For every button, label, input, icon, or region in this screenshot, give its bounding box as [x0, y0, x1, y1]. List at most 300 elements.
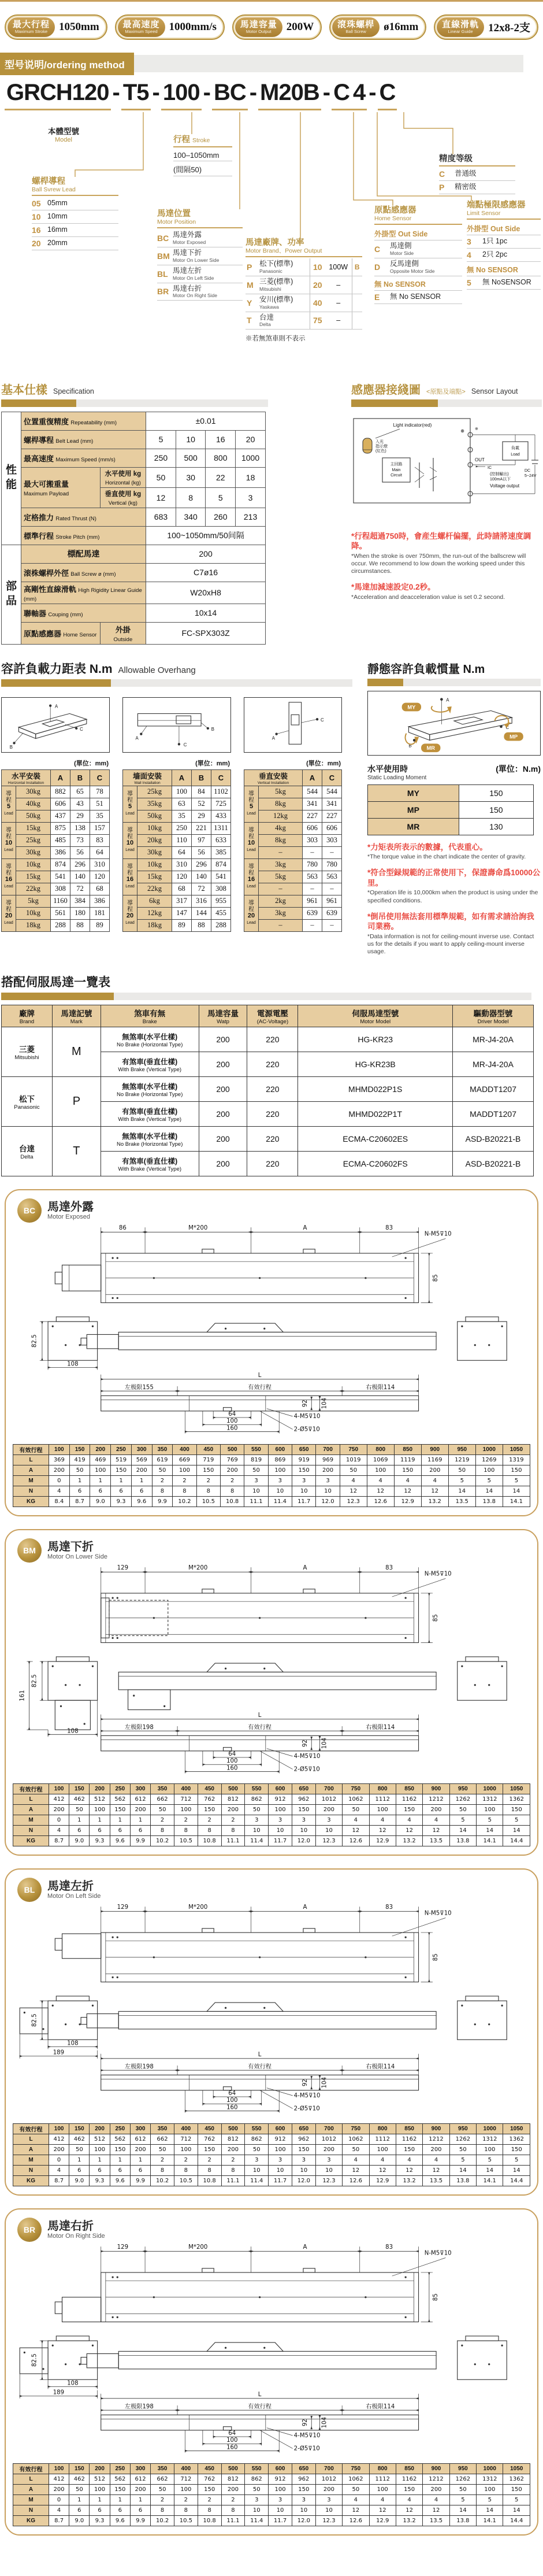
circle-el — [461, 1665, 463, 1667]
span-el: ø16mm — [384, 20, 419, 33]
td-el: 200 — [315, 2484, 342, 2494]
tr-el — [244, 919, 342, 931]
circle-el — [117, 1597, 118, 1598]
td-el: 15kg — [137, 871, 172, 883]
td-el: 200 — [199, 1102, 247, 1127]
td-el: 14 — [449, 2166, 476, 2176]
td-el: 12.6 — [343, 2176, 369, 2186]
td-el: 50 — [151, 2145, 174, 2155]
td-el: 14 — [503, 2505, 530, 2515]
spec-title: 基本仕樣 — [1, 383, 47, 397]
span-el: Panasonic — [259, 268, 282, 275]
th-el: 750 — [343, 2124, 369, 2134]
td-el: 462 — [69, 1794, 90, 1805]
td-el: 10 — [292, 1826, 315, 1836]
td-el: 662 — [151, 2134, 174, 2145]
td-el: 340 — [176, 508, 206, 526]
span-el: 1000mm/s — [169, 20, 217, 33]
tr-el — [2, 1027, 534, 1052]
td-el: 40kg — [16, 798, 51, 810]
span-el — [47, 1541, 107, 1560]
th-el: L — [13, 1454, 49, 1465]
td-el: 13.2 — [396, 2176, 422, 2186]
tr-el — [368, 784, 534, 801]
text-el: 92 — [302, 2419, 309, 2427]
td-el: 1 — [90, 1815, 110, 1826]
text-el: 86 — [118, 1225, 127, 1232]
td-el: 200 — [423, 2484, 449, 2494]
td-el: 8kg — [259, 834, 303, 846]
td-el: 969 — [316, 1454, 340, 1465]
span-el: 無煞車(水平仕樣) — [122, 1082, 178, 1091]
moment-title: 靜態容許負載慣量 N.m — [367, 662, 485, 676]
td-el: 1311 — [211, 822, 231, 834]
tr-el — [2, 545, 266, 563]
circle-el — [405, 1297, 407, 1299]
th-el: N — [13, 2505, 49, 2515]
span-el: 有煞車(垂直仕樣) — [122, 1107, 178, 1116]
td-el: 10.5 — [196, 1496, 220, 1507]
line-el — [260, 2430, 293, 2449]
legend-item — [157, 247, 243, 265]
td-el: 2 — [221, 2494, 245, 2505]
td-el: 4 — [396, 1815, 422, 1826]
td-el: 50kg — [16, 810, 51, 822]
circle-el — [488, 1684, 490, 1686]
td-el: 200 — [421, 1465, 448, 1475]
span-el: 有煞車(垂直仕樣) — [122, 1157, 178, 1165]
span-el: 高剛性直線滑軌 — [24, 584, 77, 594]
legend-item — [32, 237, 118, 250]
td-el: 3 — [269, 2494, 292, 2505]
b-el: 20 — [5, 912, 13, 920]
td-el: 65 — [70, 786, 90, 798]
td-el: 157 — [90, 822, 110, 834]
tr-el — [13, 2505, 530, 2515]
td-el: 16 — [206, 430, 236, 449]
td-el: 50 — [343, 2145, 369, 2155]
sensor-tag: <原點及端點> — [426, 388, 466, 395]
td-el — [100, 467, 146, 487]
td-el: 150 — [198, 1805, 221, 1815]
td-el: 10 — [315, 2166, 342, 2176]
td-el: 100 — [90, 2484, 110, 2494]
td-el: 3 — [292, 2155, 315, 2166]
td-el: 5 — [475, 1475, 503, 1486]
th-el: A — [13, 1805, 49, 1815]
legend-item — [439, 181, 515, 194]
td-el: 12 — [421, 1486, 448, 1496]
text-el: A — [303, 1904, 307, 1911]
span-el — [47, 213, 68, 221]
rect-el — [224, 1408, 232, 1411]
tbody-el — [246, 258, 362, 330]
tr-el — [244, 798, 342, 810]
td-el: 369 — [49, 1454, 70, 1465]
td-el: 8.7 — [49, 1836, 69, 1846]
text-el: 100 — [226, 1757, 238, 1764]
td-el: 4 — [49, 2505, 69, 2515]
th-el — [123, 769, 172, 786]
home-sensor-title — [374, 206, 462, 225]
td-el — [21, 526, 146, 545]
polygon-el — [42, 720, 64, 727]
text-el: A — [303, 1565, 307, 1572]
polygon-el — [18, 713, 87, 734]
td-el: 10 — [292, 2505, 315, 2515]
text-el: 85 — [433, 2293, 440, 2301]
legend-item — [157, 283, 243, 301]
td-el: 50 — [449, 1805, 476, 1815]
td-el: 50 — [146, 467, 176, 487]
td-el: 150 — [110, 2145, 130, 2155]
rect-el — [101, 1735, 419, 1750]
line-el — [267, 2428, 293, 2436]
span-el: - — [369, 79, 376, 105]
span-el — [8, 17, 55, 37]
td-el: 9.6 — [110, 2515, 130, 2526]
tr-el — [244, 822, 342, 834]
overhang-section — [1, 660, 352, 956]
span-el: 原點感應器 — [374, 205, 416, 215]
span-el: 馬達外露 — [173, 231, 202, 239]
div-el: *When the stroke is over 750mm, the run-out of the ballscrew will occur. We recommend to low down the working speed under this circumstances. — [351, 552, 526, 575]
unit-label: (單位：mm) — [306, 760, 341, 767]
line-el — [14, 732, 24, 743]
td-el: 1312 — [477, 2134, 503, 2145]
td-el: 220 — [247, 1127, 298, 1152]
td-el: 800 — [206, 449, 236, 467]
model-code — [5, 80, 397, 110]
section-bar — [1, 679, 352, 687]
td-el: B — [352, 258, 362, 276]
td-el — [352, 294, 362, 312]
th-el: 1000 — [477, 2463, 503, 2474]
td-el: 4kg — [259, 822, 303, 834]
td-el: 544 — [303, 786, 322, 798]
polygon-el — [408, 710, 512, 734]
span-el: 05 — [32, 199, 41, 209]
td-el: 9.6 — [110, 2176, 130, 2186]
td-el: 100 — [269, 1805, 292, 1815]
span-el: 台達 — [259, 313, 274, 321]
text-el: A — [303, 2244, 307, 2251]
tr-el — [123, 883, 231, 895]
td-el: 769 — [221, 1454, 244, 1465]
td-el — [21, 622, 101, 644]
span-el: 馬達下折 — [173, 249, 202, 257]
td-el: 5 — [206, 487, 236, 508]
tr-el — [244, 895, 342, 907]
servo-section — [0, 973, 543, 1176]
circle-el — [263, 1328, 265, 1330]
td-el: 150 — [111, 1465, 132, 1475]
rect-el — [118, 1672, 436, 1690]
td-el: 50 — [244, 1465, 268, 1475]
td-el — [101, 1052, 199, 1077]
div-el — [1, 380, 268, 397]
td-el: 6 — [110, 2166, 130, 2176]
circle-el — [474, 2024, 476, 2026]
span-el: C — [439, 169, 445, 179]
td-el — [2, 1077, 53, 1127]
td-el: 12 — [343, 2505, 369, 2515]
tr-el — [123, 822, 231, 834]
div-el: *Acceleration and deacceleration value is set 0.2 second. — [351, 593, 505, 601]
tr-el — [13, 1784, 530, 1794]
circle-el — [92, 2005, 94, 2007]
rect-el — [48, 2341, 98, 2379]
th-el: 150 — [69, 1444, 90, 1454]
td-el: MP — [368, 801, 459, 818]
text-el: 92 — [302, 1400, 309, 1408]
text-el: C — [505, 724, 509, 730]
tr-el — [244, 786, 342, 798]
td-el: 200 — [199, 1077, 247, 1102]
text-el: 108 — [67, 1728, 79, 1735]
text-el: 92 — [302, 1739, 309, 1747]
td-el: 462 — [69, 2134, 90, 2145]
text-el: Main — [392, 468, 401, 472]
span-el: 馬達側 — [390, 242, 412, 250]
td-el: 9.9 — [130, 2515, 150, 2526]
td-el: 150 — [459, 801, 533, 818]
div-el: *Operation life is 10,000km when the product is using under the specified conditions. — [367, 889, 538, 904]
span-el: Lead — [4, 920, 13, 925]
td-el: 40 — [310, 294, 325, 312]
rect-el — [303, 2268, 315, 2272]
td-el: 63 — [172, 798, 192, 810]
home-outside-label: 外掛型 Out Side — [374, 226, 462, 240]
td-el: 12.0 — [292, 2176, 315, 2186]
td-el: 500 — [176, 449, 206, 467]
rect-el — [56, 1657, 89, 1661]
td-el: 9.0 — [69, 2515, 90, 2526]
th-el: 800 — [367, 1444, 394, 1454]
td-el: 12.9 — [394, 1496, 421, 1507]
td-el: 612 — [130, 2474, 150, 2484]
td-el: 1 — [69, 1815, 90, 1826]
td-el: 812 — [221, 2134, 245, 2145]
text-el: 83 — [385, 1225, 393, 1232]
td-el: 1062 — [343, 2474, 369, 2484]
legend-item — [157, 230, 243, 247]
td-el: 3 — [292, 1475, 316, 1486]
td-el: 200 — [199, 1052, 247, 1077]
td-el: 35 — [90, 810, 110, 822]
text-el: Circuit — [390, 473, 402, 478]
td-el: 2kg — [259, 895, 303, 907]
text-el: 64 — [228, 1411, 236, 1418]
text-el: C — [183, 742, 187, 747]
span-el: BM — [157, 251, 170, 261]
span-el — [47, 226, 68, 234]
circle-el — [52, 1326, 54, 1327]
td-el: 8.7 — [49, 2176, 69, 2186]
span-el: 原點感應器 — [24, 629, 62, 638]
td-el: 147 — [172, 907, 192, 919]
th-el: 300 — [130, 1784, 150, 1794]
td-el: 1319 — [503, 1454, 530, 1465]
td-el: 11.4 — [268, 1496, 292, 1507]
legend-item — [374, 258, 462, 276]
text-el: B — [408, 742, 412, 748]
span-el: BL — [157, 269, 168, 279]
td-el: 5kg — [259, 871, 303, 883]
span-el: Lead — [4, 847, 13, 852]
td-el: 12kg — [137, 907, 172, 919]
span-el: 無 No SENSOR — [390, 292, 441, 301]
span-el: 驅動器型號 — [473, 1009, 513, 1019]
div-el — [351, 399, 438, 407]
td-el: 612 — [130, 1794, 150, 1805]
circle-el — [111, 1597, 113, 1598]
circle-el — [24, 2352, 25, 2353]
text-el: OUT — [475, 457, 485, 462]
rect-el — [303, 1929, 315, 1933]
text-el: L — [258, 2052, 262, 2059]
b-el: 16 — [126, 876, 134, 883]
span-el: Repeatability (mm) — [70, 419, 117, 426]
card-title-en: Motor On Right Side — [47, 2233, 105, 2240]
td-el: 4 — [423, 1815, 449, 1826]
div-el — [374, 240, 462, 276]
circle-el — [117, 1637, 118, 1638]
circle-el — [365, 1277, 366, 1279]
div-el — [1, 993, 114, 1000]
home-sensor-block — [374, 206, 462, 304]
td-el: 3 — [268, 1475, 292, 1486]
text-el: A — [135, 735, 139, 741]
text-el: N-M5⊽10 — [424, 1910, 452, 1917]
td-el: 882 — [51, 786, 70, 798]
unit-label: (單位：mm) — [74, 760, 109, 767]
td-el: 5 — [449, 2155, 476, 2166]
span-el: Motor Brand、Power Output — [246, 247, 322, 255]
td-el: FC-SPX303Z — [146, 622, 266, 644]
tr-el — [2, 786, 110, 798]
th-el: 850 — [394, 1444, 421, 1454]
circle-el — [405, 1977, 407, 1978]
td-el: MY — [368, 784, 459, 801]
th-el: A — [303, 769, 322, 786]
span-el: Limit Sensor — [467, 210, 501, 217]
td-el: 13.5 — [448, 1496, 475, 1507]
td-el: 20kg — [137, 834, 172, 846]
td-el: 0 — [49, 1815, 69, 1826]
th-el: KG — [13, 2515, 49, 2526]
circle-el — [365, 2296, 366, 2298]
th-el: 550 — [245, 1784, 269, 1794]
td-el: 200 — [130, 1805, 150, 1815]
circle-el — [500, 725, 503, 728]
circle-el — [111, 1977, 113, 1978]
td-el: 11.7 — [269, 2515, 292, 2526]
span-el: C — [332, 80, 351, 110]
td-el: Y — [246, 294, 258, 312]
td-el: 0 — [49, 2494, 69, 2505]
td-el: 6 — [69, 1486, 90, 1496]
circle-el — [405, 1637, 407, 1638]
text-el: 104 — [321, 2417, 328, 2429]
rect-el — [289, 702, 302, 743]
td-el: 5 — [503, 1475, 530, 1486]
span-el — [332, 17, 380, 37]
card-title-en: Motor On Lower Side — [47, 1553, 107, 1560]
td-el: 512 — [90, 2474, 110, 2484]
td-el — [101, 1127, 199, 1152]
td-el: 1 — [111, 1475, 132, 1486]
circle-el — [117, 2316, 118, 2318]
circle-el — [263, 2347, 265, 2349]
td-el: 6 — [130, 2166, 150, 2176]
span-el: Motor Model — [360, 1019, 391, 1026]
sensor-title-en: Sensor Layout — [471, 387, 518, 395]
div-el — [76, 399, 268, 407]
td-el: 10.5 — [174, 2176, 198, 2186]
wall-overhang-table — [122, 769, 231, 932]
span-el: 最大可搬重量 — [24, 479, 69, 488]
td-el: 5 — [477, 2155, 503, 2166]
th-el: 300 — [131, 1444, 152, 1454]
td-el: 1312 — [477, 2474, 503, 2484]
td-el: 12.3 — [315, 2176, 342, 2186]
td-el: 14.1 — [477, 2515, 503, 2526]
td-el: 288 — [211, 919, 231, 931]
td-el: 462 — [69, 2474, 90, 2484]
text-el: 85 — [433, 1614, 440, 1622]
td-el: 725 — [211, 798, 231, 810]
td-el: 50 — [151, 1805, 174, 1815]
td-el: 5 — [503, 2155, 530, 2166]
span-el: 12x8-2支 — [488, 22, 530, 35]
path-el — [432, 706, 449, 712]
td-el: 9.3 — [90, 2176, 110, 2186]
td-el: 50 — [69, 2484, 90, 2494]
td-el: 3kg — [259, 907, 303, 919]
span-el: With Brake (Vertical Type) — [118, 1066, 182, 1073]
circle-el — [365, 1957, 366, 1959]
td-el: 3kg — [259, 858, 303, 871]
spec-badge — [232, 14, 322, 40]
td-el: 130 — [459, 818, 533, 835]
sensor-section — [351, 380, 542, 645]
td-el: 875 — [51, 822, 70, 834]
rect-el — [466, 1996, 499, 2001]
td-el: 12 — [343, 2166, 369, 2176]
span-el: 1050mm — [59, 20, 99, 33]
spec-section — [1, 380, 268, 645]
text-el: MP — [509, 734, 518, 740]
span-el: Stroke Pitch (mm) — [55, 534, 100, 541]
stroke-pitch: (間隔50) — [173, 161, 232, 176]
td-el: 14 — [477, 2166, 503, 2176]
span-el: - — [203, 79, 210, 105]
card-title: 馬達外露 — [47, 1201, 94, 1214]
td-el: 6 — [69, 2166, 90, 2176]
td-el: 138 — [70, 822, 90, 834]
text-el: 83 — [385, 2244, 393, 2251]
td-el — [21, 604, 146, 622]
text-el: (紅色) — [375, 449, 386, 453]
td-el: 200 — [131, 1465, 152, 1475]
polygon-el — [18, 727, 35, 739]
text-el: 100 — [226, 2097, 238, 2104]
th-el: 150 — [69, 2124, 90, 2134]
td-el: 9.3 — [90, 2515, 110, 2526]
text-el: B — [9, 744, 13, 750]
td-el: 6 — [130, 1826, 150, 1836]
